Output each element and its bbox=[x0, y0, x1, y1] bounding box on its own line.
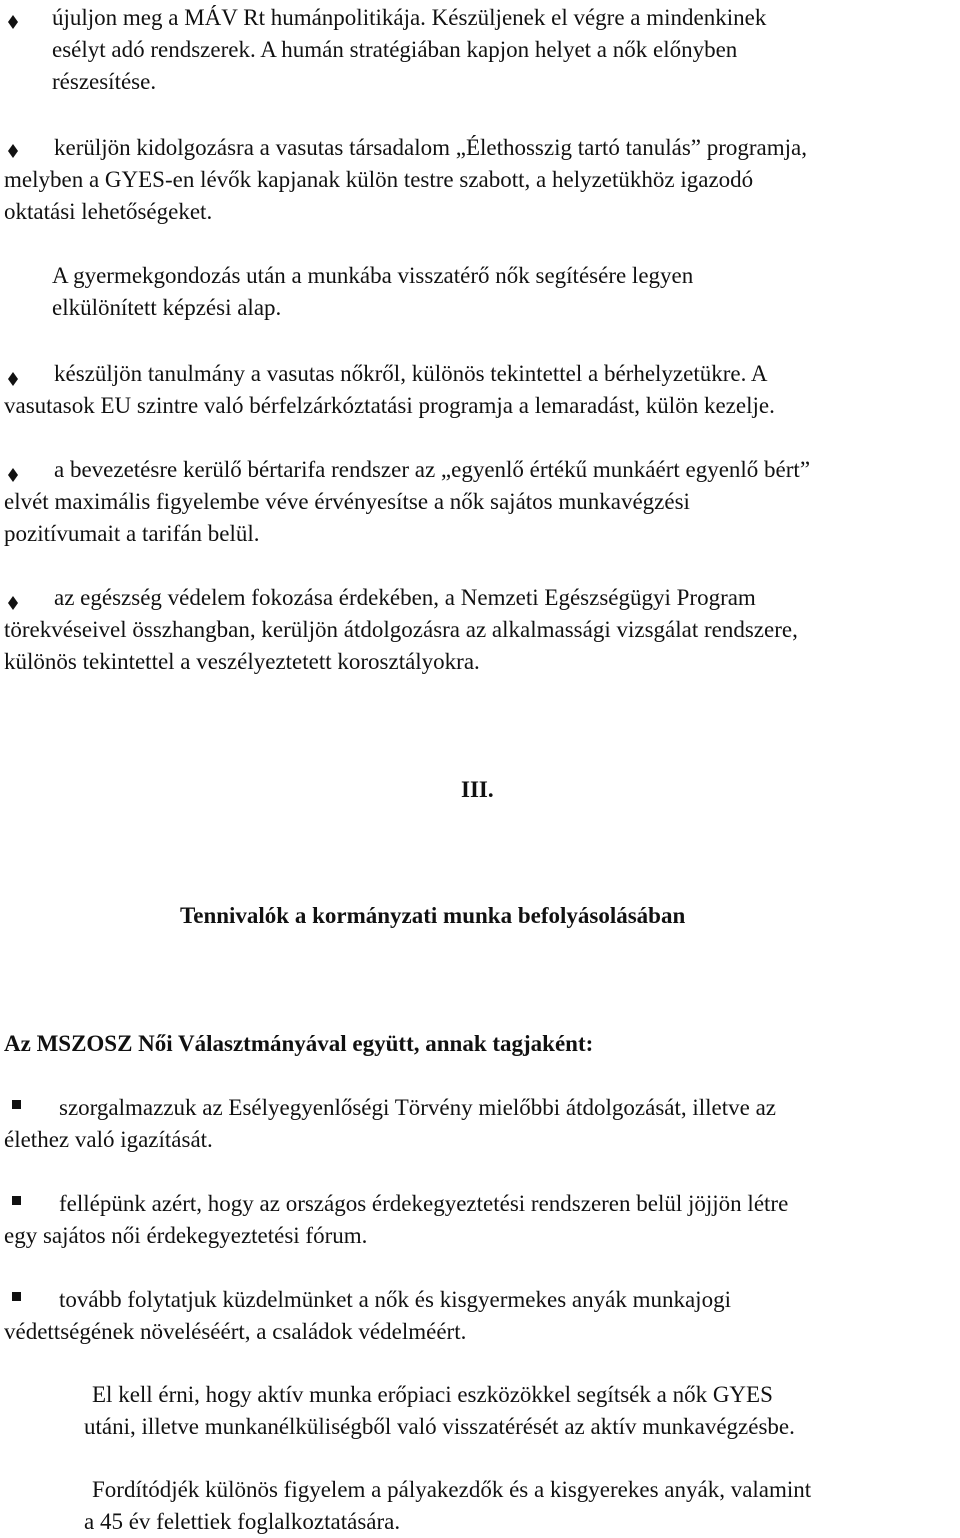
text-line: El kell érni, hogy aktív munka erőpiaci eszközökkel segítsék a nők GYES bbox=[92, 1382, 773, 1407]
text-line: oktatási lehetőségeket. bbox=[4, 199, 213, 224]
paragraph-mav-humanpolitika bbox=[52, 2, 766, 98]
text-line: elvét maximális figyelembe véve érvényesítse a nők sajátos munkavégzési bbox=[4, 489, 690, 514]
text-line: szorgalmazzuk az Esélyegyenlőségi Törvény mielőbbi átdolgozását, illetve az bbox=[59, 1095, 777, 1120]
text-line: élethez való igazítását. bbox=[4, 1127, 213, 1152]
paragraph-egeszseg-vedelem bbox=[4, 582, 798, 678]
list-item-eselyegyenlosegi-torveny bbox=[4, 1092, 776, 1156]
text-line: részesítése. bbox=[52, 69, 157, 94]
section-subtitle: Az MSZOSZ Női Választmányával együtt, annak tagjaként: bbox=[4, 1031, 594, 1056]
text-line: elkülönített képzési alap. bbox=[52, 295, 282, 320]
text-line: tovább folytatjuk küzdelmünket a nők és kisgyermekes anyák munkajogi bbox=[59, 1287, 731, 1312]
text-line: A gyermekgondozás után a munkába visszatérő nők segítésére legyen bbox=[52, 263, 694, 288]
section-number: III. bbox=[461, 777, 494, 802]
paragraph-bertarifa bbox=[4, 454, 810, 550]
paragraph-elethosszig-tanulas bbox=[4, 132, 807, 228]
text-line: melyben a GYES-en lévők kapjanak külön testre szabott, a helyzetükhöz igazodó bbox=[4, 167, 754, 192]
text-line: készüljön tanulmány a vasutas nőkről, különös tekintettel a bérhelyzetükre. A bbox=[54, 361, 768, 386]
text-line: pozitívumait a tarifán belül. bbox=[4, 521, 260, 546]
text-line: utáni, illetve munkanélküliségből való visszatérését az aktív munkavégzésbe. bbox=[84, 1414, 795, 1439]
text-line: esélyt adó rendszerek. A humán stratégiában kapjon helyet a nők előnyben bbox=[52, 37, 738, 62]
paragraph-palyakezdok bbox=[84, 1474, 811, 1538]
text-line: kerüljön kidolgozásra a vasutas társadalom „Élethosszig tartó tanulás” programja, bbox=[54, 135, 808, 160]
text-line: a 45 év felettiek foglalkoztatására. bbox=[84, 1509, 401, 1534]
text-line: egy sajátos női érdekegyeztetési fórum. bbox=[4, 1223, 368, 1248]
text-line: törekvéseivel összhangban, kerüljön átdolgozásra az alkalmassági vizsgálat rendszere, bbox=[4, 617, 798, 642]
paragraph-tanulmany-vasutas-nok bbox=[4, 358, 775, 422]
section-title: Tennivalók a kormányzati munka befolyásolásában bbox=[180, 903, 686, 928]
text-line: különös tekintettel a veszélyeztetett korosztályokra. bbox=[4, 649, 480, 674]
text-line: védettségének növeléséért, a családok védelméért. bbox=[4, 1319, 467, 1344]
text-line: újuljon meg a MÁV Rt humánpolitikája. Készüljenek el végre a mindenkinek bbox=[52, 5, 767, 30]
text-line: Fordítódjék különös figyelem a pályakezdők és a kisgyerekes anyák, valamint bbox=[92, 1477, 812, 1502]
diamond-bullet-icon bbox=[8, 9, 18, 23]
text-line: az egészség védelem fokozása érdekében, a Nemzeti Egészségügyi Program bbox=[54, 585, 756, 610]
list-item-noi-erdekegyeztetes bbox=[4, 1188, 788, 1252]
paragraph-gyes-utani-visszateres bbox=[84, 1379, 795, 1443]
text-line: vasutasok EU szintre való bérfelzárkóztatási programja a lemaradást, külön kezelje. bbox=[4, 393, 775, 418]
text-line: fellépünk azért, hogy az országos érdekegyeztetési rendszeren belül jöjjön létre bbox=[59, 1191, 789, 1216]
paragraph-kepzesi-alap bbox=[52, 260, 693, 324]
list-item-munkajogi-vedettseg bbox=[4, 1284, 731, 1348]
text-line: a bevezetésre kerülő bértarifa rendszer az „egyenlő értékű munkáért egyenlő bért” bbox=[54, 457, 811, 482]
